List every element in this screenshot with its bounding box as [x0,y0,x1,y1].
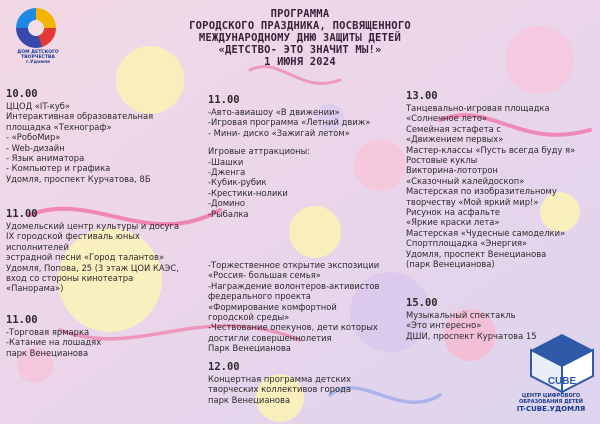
schedule-line: парк Венецианова [6,347,89,358]
schedule-line: Музыкальный спектакль [406,310,516,320]
schedule-line: IX городской фестиваль юных [6,231,140,242]
schedule-line: ДШИ, проспект Курчатова 15 [406,330,537,341]
schedule-performance [406,297,537,341]
title-line: ПРОГРАММА [270,8,330,20]
schedule-line: городской среды» [208,312,290,323]
schedule-line: - «РобоМир» [6,132,61,143]
schedule-line: Удомля, Попова, 25 (3 этаж ЦОИ КАЭС, [6,262,179,273]
title-line: 1 ИЮНЯ 2024 [264,56,336,68]
schedule-time: 13.00 [406,90,438,102]
schedule-line: достигли совершеннолетия [208,332,332,343]
schedule-line: Концертная программа детских [208,374,351,384]
schedule-line: -Кубик-рубик [208,177,267,188]
title-line: МЕЖДУНАРОДНОМУ ДНЮ ЗАЩИТЫ ДЕТЕЙ [198,32,402,44]
schedule-line: Интерактивная образовательная [6,111,154,122]
schedule-line: исполнителей [6,241,69,252]
schedule-line: -Рыбалка [208,208,249,219]
schedule-line: -Авто-авиашоу «В движении» [208,107,340,117]
schedule-line: Мастерская по изобразительному [406,186,557,197]
schedule-time: 11.00 [208,94,240,106]
schedule-line: (парк Венецианова) [406,259,495,270]
title-line: ГОРОДСКОГО ПРАЗДНИКА, ПОСВЯЩЕННОГО [189,20,411,32]
schedule-time: 15.00 [406,297,438,309]
schedule-activities [406,90,575,270]
schedule-line: -Домино [208,198,246,209]
it-cube-caption: ЦЕНТР ЦИФРОВОГО ОБРАЗОВАНИЯ ДЕТЕЙ IT-CUBE.УДОМЛЯ [516,393,586,413]
schedule-line: площадка «Технограф» [6,121,112,132]
ddt-logo [8,8,66,66]
schedule-time: 11.00 [6,314,38,326]
schedule-line: «Панорама») [6,283,64,294]
schedule-line: «Яркие краски лета» [406,217,500,228]
schedule-show [208,94,370,219]
schedule-line: творчеству «Мой яркий мир!» [406,196,539,207]
schedule-line: -Шашки [208,156,244,167]
schedule-line: - Web-дизайн [6,142,65,153]
schedule-line: федерального проекта [208,291,311,302]
schedule-line: Рисунок на асфальте [406,207,500,218]
cube-word: CUBE [547,376,577,387]
poster-title [90,8,510,68]
schedule-line: Семейная эстафета с [406,123,502,134]
schedule-line: -Торжественное открытие экспозиции [208,260,380,270]
schedule-line: -Торговая ярмарка [6,327,90,337]
schedule-line: -Чествование опекунов, дети которых [208,322,378,333]
schedule-line: Удомельский центр культуры и досуга [6,221,180,231]
ddt-logo-mark [16,8,56,48]
schedule-festival [6,208,179,294]
ddt-logo-text: ДОМ ДЕТСКОГО ТВОРЧЕСТВА г.Удомля [17,50,59,65]
schedule-line: вход со стороны кинотеатра [6,273,134,284]
schedule-line: «Россия- большая семья» [208,270,321,281]
schedule-line: Удомля, проспект Венецианова [406,248,547,259]
schedule-line: «Сказочный калейдоскоп» [406,175,525,186]
schedule-line: -Награждение волонтеров-активистов [208,280,380,291]
schedule-line: Ростовые куклы [406,155,478,166]
schedule-concert [208,361,351,405]
schedule-itcube [6,88,153,184]
schedule-line: -Игровая программа «Летний движ» [208,117,371,128]
schedule-line: - Компьютер и графика [6,163,111,174]
title-line: «ДЕТСТВО- ЭТО ЗНАЧИТ МЫ!» [218,44,382,56]
schedule-line: - Мини- диско «Зажигай летом» [208,127,350,138]
schedule-line: Парк Венецианова [208,343,291,354]
schedule-line: ЦЦОД «IT-куб» [6,101,71,111]
schedule-line: - Язык аниматора [6,153,85,164]
schedule-line: творческих коллективов города [208,384,352,395]
schedule-line: Игровые аттракционы: [208,146,311,157]
schedule-line: Спортплощадка «Энергия» [406,238,528,249]
schedule-time: 10.00 [6,88,38,100]
decor-circle-pink [506,26,574,94]
schedule-fair [6,314,101,358]
schedule-line: -Крестики-нолики [208,187,288,198]
schedule-line: «Движением первых» [406,134,504,145]
schedule-line: парк Венецианова [208,394,291,405]
schedule-time: 12.00 [208,361,240,373]
schedule-line: Удомля, проспект Курчатова, 8Б [6,173,151,184]
schedule-line: Мастер-классы «Пусть всегда буду я» [406,144,576,155]
schedule-ceremony [208,260,379,354]
schedule-line: «Это интересно» [406,320,482,331]
schedule-time: 11.00 [6,208,38,220]
schedule-line: «Солнечное лето» [406,113,488,124]
schedule-line: Мастерская «Чудесные самоделки» [406,227,566,238]
schedule-line: Танцевально-игровая площадка [406,103,550,113]
schedule-line: Викторина-лототрон [406,165,498,176]
schedule-line: -Дженга [208,167,246,178]
schedule-line: -Катание на лошадях [6,337,102,348]
schedule-line: «Формирование комфортной [208,301,337,312]
schedule-line: эстрадной песни «Город талантов» [6,252,165,263]
